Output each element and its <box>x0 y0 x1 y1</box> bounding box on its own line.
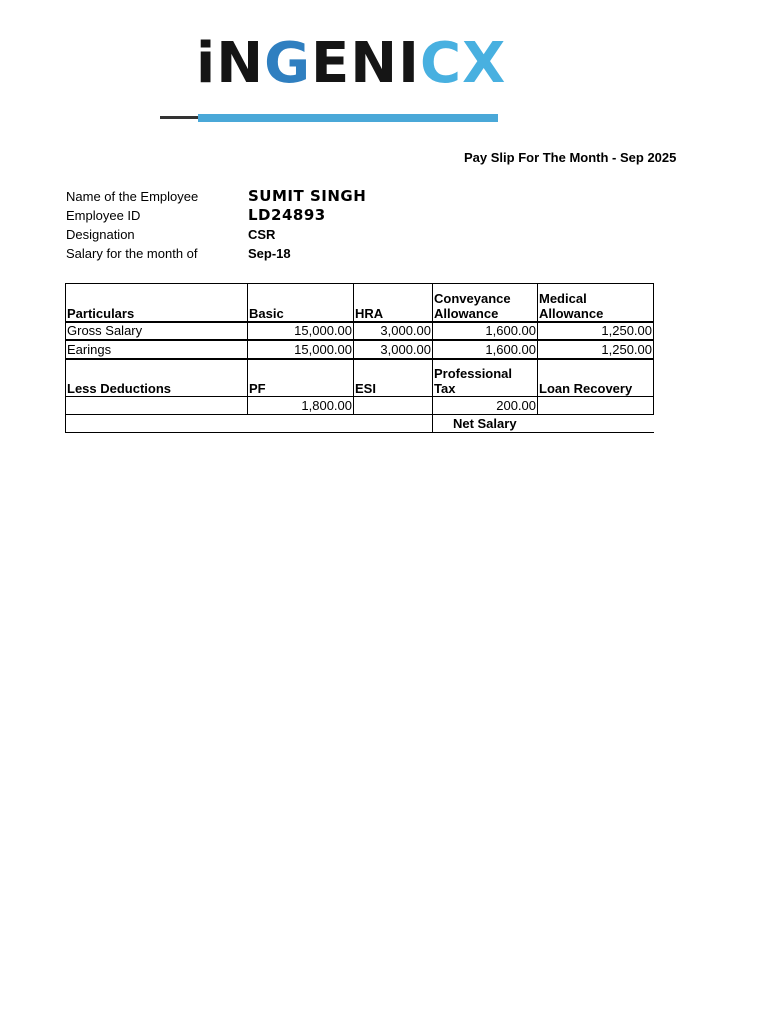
header-professional-tax: Professional Tax <box>433 359 538 397</box>
logo-underline-dark <box>160 116 200 119</box>
payslip-title: Pay Slip For The Month - Sep 2025 <box>464 150 677 165</box>
company-logo <box>160 32 505 127</box>
cell-basic: 15,000.00 <box>248 340 354 359</box>
cell-esi <box>354 397 433 415</box>
cell-conveyance: 1,600.00 <box>433 340 538 359</box>
row-label <box>66 397 248 415</box>
cell-loan-recovery <box>538 397 654 415</box>
header-esi: ESI <box>354 359 433 397</box>
deductions-row <box>66 397 654 415</box>
cell-medical: 1,250.00 <box>538 322 654 340</box>
earnings-row <box>66 340 654 359</box>
header-basic: Basic <box>248 284 354 322</box>
header-loan-recovery: Loan Recovery <box>538 359 654 397</box>
header-pf: PF <box>248 359 354 397</box>
employee-id-value: LD24893 <box>248 206 326 224</box>
cell-conveyance: 1,600.00 <box>433 322 538 340</box>
salary-table <box>65 283 654 433</box>
employee-name-value: SUMIT SINGH <box>248 187 367 205</box>
net-salary-spacer <box>66 415 433 433</box>
cell-pf: 1,800.00 <box>248 397 354 415</box>
cell-medical: 1,250.00 <box>538 340 654 359</box>
row-label: Gross Salary <box>66 322 248 340</box>
designation-label: Designation <box>66 227 135 242</box>
deductions-header-row <box>66 359 654 397</box>
logo-wordmark: iNGENICX <box>196 31 507 96</box>
salary-month-label: Salary for the month of <box>66 246 198 261</box>
employee-id-label: Employee ID <box>66 208 141 223</box>
net-salary-row <box>66 415 654 433</box>
cell-hra: 3,000.00 <box>354 322 433 340</box>
header-particulars: Particulars <box>66 284 248 322</box>
net-salary-label: Net Salary <box>433 415 538 433</box>
designation-value: CSR <box>248 227 276 242</box>
net-salary-value <box>538 415 654 433</box>
cell-hra: 3,000.00 <box>354 340 433 359</box>
earnings-header-row <box>66 284 654 322</box>
employee-name-label: Name of the Employee <box>66 189 199 204</box>
header-medical: Medical Allowance <box>538 284 654 322</box>
salary-month-value: Sep-18 <box>248 246 291 261</box>
cell-basic: 15,000.00 <box>248 322 354 340</box>
header-less-deductions: Less Deductions <box>66 359 248 397</box>
gross-salary-row <box>66 322 654 340</box>
logo-underline-blue <box>198 114 498 122</box>
header-conveyance: Conveyance Allowance <box>433 284 538 322</box>
row-label: Earings <box>66 340 248 359</box>
cell-professional-tax: 200.00 <box>433 397 538 415</box>
header-hra: HRA <box>354 284 433 322</box>
